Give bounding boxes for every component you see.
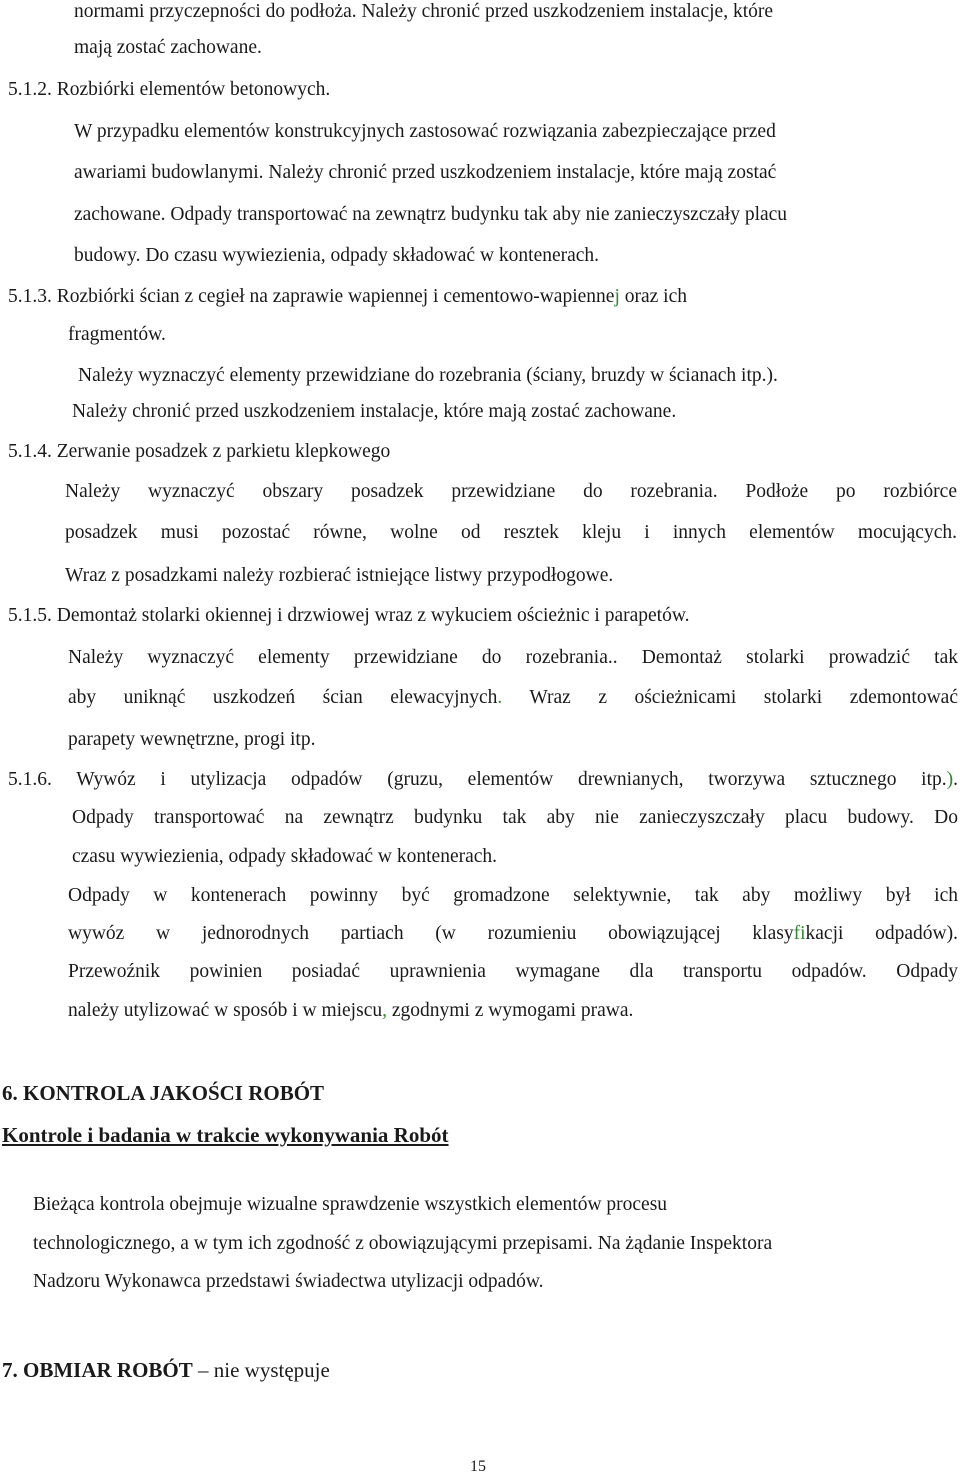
section-title: 5.1.6. Wywóz i utylizacja odpadów (gruzu, elementów drewnianych, tworzywa sztucznego itp.). xyxy=(8,769,958,790)
text-line: fragmentów. xyxy=(68,324,166,345)
text-line: Należy wyznaczyć obszary posadzek przewidziane do rozebrania. Podłoże po rozbiórce xyxy=(65,481,957,502)
text-line: Nadzoru Wykonawca przedstawi świadectwa utylizacji odpadów. xyxy=(33,1271,544,1292)
text-line: Należy wyznaczyć elementy przewidziane do rozebrania (ściany, bruzdy w ścianach itp.). xyxy=(78,365,778,386)
text-line: parapety wewnętrzne, progi itp. xyxy=(68,729,316,750)
text-line: mają zostać zachowane. xyxy=(74,37,262,58)
text-line: posadzek musi pozostać równe, wolne od resztek kleju i innych elementów mocujących. xyxy=(65,522,957,543)
text-line: Odpady w kontenerach powinny być gromadzone selektywnie, tak aby możliwy był ich xyxy=(68,885,958,906)
text-line: budowy. Do czasu wywiezienia, odpady składować w kontenerach. xyxy=(74,245,600,266)
text-line: wywóz w jednorodnych partiach (w rozumieniu obowiązującej klasyfikacji odpadów). xyxy=(68,923,958,944)
text-line: W przypadku elementów konstrukcyjnych zastosować rozwiązania zabezpieczające przed xyxy=(74,121,776,142)
section-title: 5.1.5. Demontaż stolarki okiennej i drzwiowej wraz z wykuciem ościeżnic i parapetów. xyxy=(8,605,690,626)
subheading: Kontrole i badania w trakcie wykonywania Robót xyxy=(2,1123,449,1147)
text-line: Należy wyznaczyć elementy przewidziane do rozebrania.. Demontaż stolarki prowadzić tak xyxy=(68,647,958,668)
text-line: Wraz z posadzkami należy rozbierać istniejące listwy przypodłogowe. xyxy=(65,565,614,586)
section-heading: 7. OBMIAR ROBÓT – nie występuje xyxy=(2,1358,330,1382)
text-line: normami przyczepności do podłoża. Należy chronić przed uszkodzeniem instalacje, które xyxy=(74,1,774,22)
section-title: 5.1.2. Rozbiórki elementów betonowych. xyxy=(8,79,331,100)
text-line: awariami budowlanymi. Należy chronić przed uszkodzeniem instalacje, które mają zostać xyxy=(74,162,777,183)
text-line: aby uniknąć uszkodzeń ścian elewacyjnych. Wraz z ościeżnicami stolarki zdemontować xyxy=(68,687,958,708)
text-line: Należy chronić przed uszkodzeniem instalacje, które mają zostać zachowane. xyxy=(72,401,677,422)
section-heading: 6. KONTROLA JAKOŚCI ROBÓT xyxy=(2,1081,325,1105)
text-line: zachowane. Odpady transportować na zewnątrz budynku tak aby nie zanieczyszczały placu xyxy=(74,204,788,225)
section-title: 5.1.4. Zerwanie posadzek z parkietu klepkowego xyxy=(8,441,391,462)
text-line: Odpady transportować na zewnątrz budynku tak aby nie zanieczyszczały placu budowy. Do xyxy=(72,807,958,828)
text-line: czasu wywiezienia, odpady składować w kontenerach. xyxy=(72,846,498,867)
text-line: technologicznego, a w tym ich zgodność z obowiązującymi przepisami. Na żądanie Inspektora xyxy=(33,1233,773,1254)
text-line: Bieżąca kontrola obejmuje wizualne sprawdzenie wszystkich elementów procesu xyxy=(33,1194,668,1215)
page-number: 15 xyxy=(470,1458,486,1475)
text-line: Przewoźnik powinien posiadać uprawnienia wymagane dla transportu odpadów. Odpady xyxy=(68,961,958,982)
text-line: należy utylizować w sposób i w miejscu, zgodnymi z wymogami prawa. xyxy=(68,1000,634,1021)
section-title: 5.1.3. Rozbiórki ścian z cegieł na zaprawie wapiennej i cementowo-wapiennej oraz ich xyxy=(8,286,687,307)
